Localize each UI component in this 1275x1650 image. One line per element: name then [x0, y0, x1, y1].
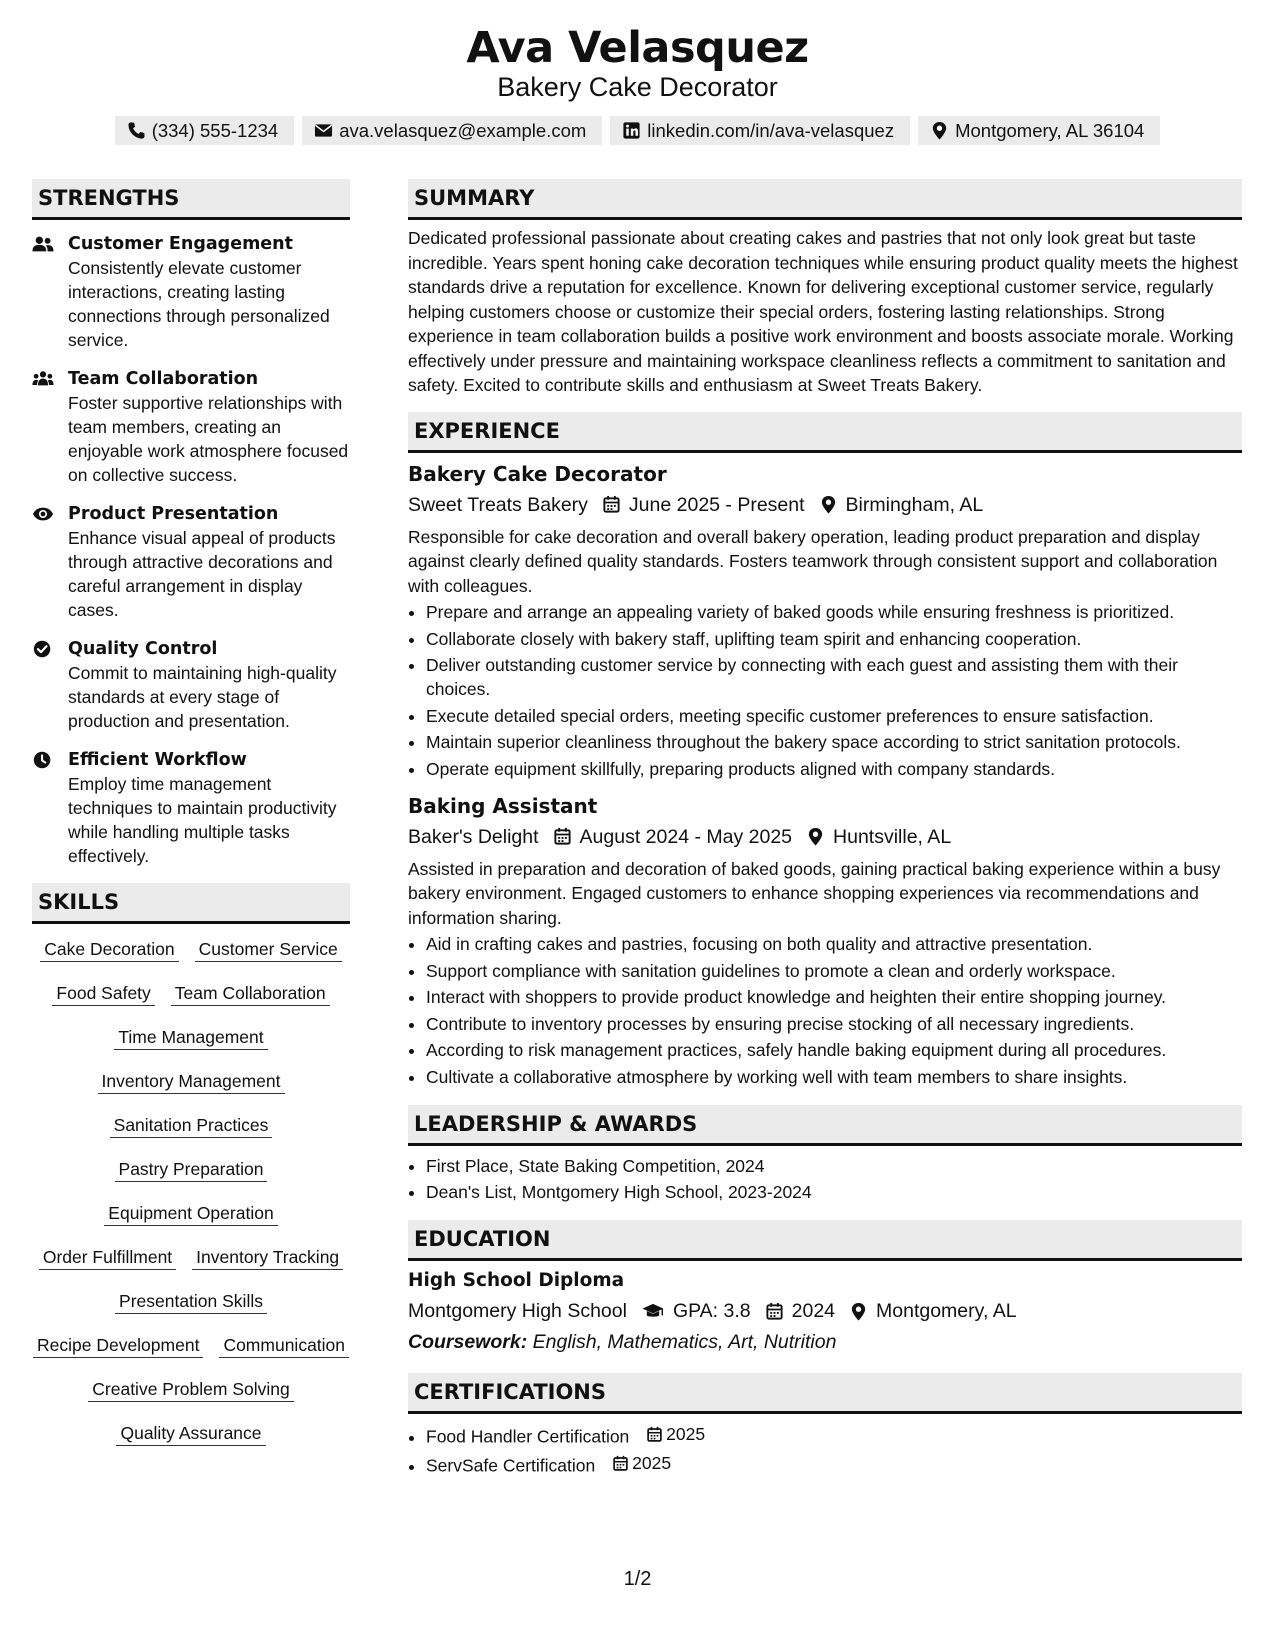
candidate-role: Bakery Cake Decorator — [497, 72, 778, 102]
clock-icon — [32, 750, 54, 770]
list-item: • Collaborate closely with bakery staff, uplifting team spirit and enhancing cooperation. — [426, 627, 1242, 651]
job-description: Responsible for cake decoration and overall bakery operation, leading product preparation and display against clearly defined quality standards. Fosters teamwork through consistent support and collaboration with colleagues. — [408, 526, 1218, 596]
skill-tag: Communication — [219, 1334, 349, 1358]
strength-desc: Foster supportive relationships with team members, creating an enjoyable work atmosphere focused on collective success. — [68, 393, 349, 485]
skills-heading: SKILLS — [32, 883, 350, 924]
email-text: ava.velasquez@example.com — [339, 119, 587, 141]
skill-tag: Presentation Skills — [115, 1290, 267, 1314]
strength-item — [32, 232, 350, 352]
job-title: Baking Assistant — [408, 793, 598, 818]
skill-tag: Order Fulfillment — [39, 1246, 176, 1270]
awards-list — [408, 1154, 1242, 1205]
calendar-icon — [602, 495, 621, 514]
job-location: Birmingham, AL — [845, 493, 984, 516]
coursework-text: English, Mathematics, Art, Nutrition — [532, 1331, 837, 1353]
phone-text: (334) 555-1234 — [151, 119, 279, 141]
education-gpa: GPA: 3.8 — [672, 1300, 751, 1322]
list-item: • Aid in crafting cakes and pastries, focusing on both quality and attractive presentation. — [426, 932, 1242, 956]
strengths-list — [32, 232, 350, 868]
strength-title: Team Collaboration — [68, 369, 259, 389]
coursework-label: Coursework: — [408, 1331, 528, 1353]
certifications-list — [408, 1422, 1242, 1478]
map-pin-icon — [930, 121, 949, 140]
skill-tag: Cake Decoration — [40, 938, 178, 962]
job-entry — [408, 459, 1242, 781]
skill-tag: Equipment Operation — [104, 1202, 277, 1226]
experience-heading: EXPERIENCE — [408, 412, 1242, 453]
list-item: • Execute detailed special orders, meeting specific customer preferences to ensure satisfaction. — [426, 704, 1242, 728]
location-text: Montgomery, AL 36104 — [955, 119, 1145, 141]
list-item — [426, 1451, 1242, 1478]
linkedin-icon — [622, 121, 641, 140]
list-item: • According to risk management practices, safely handle baking equipment during all procedures. — [426, 1038, 1242, 1062]
strength-item — [32, 637, 350, 733]
calendar-icon — [553, 827, 572, 846]
resume-header — [0, 22, 1275, 145]
job-dates: June 2025 - Present — [628, 493, 805, 516]
strength-title: Product Presentation — [68, 504, 279, 524]
skill-tag: Recipe Development — [33, 1334, 203, 1358]
map-pin-icon — [849, 1302, 868, 1321]
linkedin-text: linkedin.com/in/ava-velasquez — [647, 119, 895, 141]
strength-desc: Enhance visual appeal of products through attractive decorations and careful arrangement in display cases. — [68, 528, 336, 620]
calendar-icon — [646, 1426, 663, 1443]
skill-tag: Food Safety — [52, 982, 154, 1006]
skill-tag: Quality Assurance — [116, 1422, 265, 1446]
envelope-icon — [314, 121, 333, 140]
contact-phone[interactable] — [115, 116, 295, 145]
list-item: • Operate equipment skillfully, preparing products aligned with company standards. — [426, 757, 1242, 781]
list-item: • Contribute to inventory processes by ensuring precise stocking of all necessary ingredients. — [426, 1012, 1242, 1036]
map-pin-icon — [806, 827, 825, 846]
contact-location[interactable] — [918, 116, 1160, 145]
contact-linkedin[interactable] — [610, 116, 910, 145]
check-circle-icon — [32, 639, 54, 659]
contact-bar — [0, 116, 1275, 145]
group-icon — [32, 369, 54, 389]
job-dates: August 2024 - May 2025 — [579, 825, 793, 848]
skill-tag: Customer Service — [195, 938, 342, 962]
summary-heading: SUMMARY — [408, 179, 1242, 220]
cert-year: 2025 — [666, 1424, 706, 1444]
list-item: • Maintain superior cleanliness throughout the bakery space according to strict sanitation protocols. — [426, 730, 1242, 754]
job-description: Assisted in preparation and decoration of baked goods, gaining practical baking experience within a busy bakery environment. Engaged customers to enhance shopping experiences via recommendations and information sharing. — [408, 858, 1221, 928]
education-meta — [408, 1296, 1242, 1326]
job-entry — [408, 791, 1242, 1089]
cert-year: 2025 — [632, 1453, 672, 1473]
list-item: • Prepare and arrange an appealing variety of baked goods while ensuring freshness is prioritized. — [426, 600, 1242, 624]
skill-tag: Inventory Management — [98, 1070, 285, 1094]
job-title: Bakery Cake Decorator — [408, 461, 667, 486]
education-school: Montgomery High School — [408, 1300, 627, 1322]
job-location: Huntsville, AL — [833, 825, 952, 848]
strength-item — [32, 748, 350, 868]
strength-title: Customer Engagement — [68, 234, 294, 254]
education-degree: High School Diploma — [408, 1270, 625, 1291]
strength-desc: Consistently elevate customer interactions, creating lasting connections through personalized service. — [68, 258, 330, 350]
strength-desc: Commit to maintaining high-quality standards at every stage of production and presentation. — [68, 663, 337, 731]
list-item: • Interact with shoppers to provide product knowledge and heighten their entire shopping journey. — [426, 985, 1242, 1009]
skill-tag: Pastry Preparation — [115, 1158, 268, 1182]
job-bullets — [408, 600, 1242, 781]
cert-name: ServSafe Certification — [426, 1455, 596, 1476]
list-item: • First Place, State Baking Competition, 2024 — [426, 1154, 1242, 1178]
cert-name: Food Handler Certification — [426, 1426, 630, 1447]
job-company: Baker's Delight — [408, 825, 539, 848]
skill-tag: Inventory Tracking — [192, 1246, 343, 1270]
skill-tag: Creative Problem Solving — [88, 1378, 293, 1402]
skill-tag: Team Collaboration — [171, 982, 330, 1006]
strength-item — [32, 502, 350, 622]
skill-tag: Sanitation Practices — [110, 1114, 273, 1138]
contact-email[interactable] — [302, 116, 602, 145]
strength-item — [32, 367, 350, 487]
list-item — [426, 1422, 1242, 1449]
phone-icon — [127, 121, 146, 140]
list-item: • Support compliance with sanitation guidelines to promote a clean and orderly workspace. — [426, 959, 1242, 983]
strengths-heading: STRENGTHS — [32, 179, 350, 220]
list-item: • Cultivate a collaborative atmosphere by working well with team members to share insights. — [426, 1065, 1242, 1089]
job-meta — [408, 490, 1242, 520]
job-company: Sweet Treats Bakery — [408, 493, 588, 516]
education-location: Montgomery, AL — [876, 1300, 1017, 1322]
skills-list — [32, 938, 350, 1446]
right-column — [408, 179, 1242, 1480]
certifications-heading: CERTIFICATIONS — [408, 1373, 1242, 1414]
summary-text: Dedicated professional passionate about creating cakes and pastries that not only look great but taste incredible. Years spent honing cake decoration techniques while ensuring product quality meets the highest standards drive a reputation for excellence. Known for delivering exceptional customer service, regularly helping customers choose or customize their special orders, fostering lasting relationships. Strong experience in team collaboration builds a positive work environment and boosts associate morale. Working effectively under pressure and maintaining workspace cleanliness reflects a commitment to sanitation and safety. Excited to contribute skills and enthusiasm at Sweet Treats Bakery. — [408, 228, 1238, 395]
strength-title: Efficient Workflow — [68, 750, 247, 770]
education-year: 2024 — [791, 1300, 836, 1322]
list-item: • Deliver outstanding customer service by connecting with each guest and assisting them with their choices. — [426, 653, 1242, 701]
map-pin-icon — [819, 495, 838, 514]
skill-tag: Time Management — [114, 1026, 267, 1050]
strength-title: Quality Control — [68, 639, 218, 659]
left-column — [32, 179, 350, 1446]
calendar-icon — [612, 1455, 629, 1472]
users-icon — [32, 234, 54, 254]
list-item: • Dean's List, Montgomery High School, 2023-2024 — [426, 1180, 1242, 1204]
graduation-cap-icon — [641, 1302, 665, 1321]
candidate-name: Ava Velasquez — [466, 23, 809, 73]
education-coursework — [408, 1327, 1242, 1357]
strength-desc: Employ time management techniques to maintain productivity while handling multiple tasks effectively. — [68, 774, 337, 866]
calendar-icon — [765, 1302, 784, 1321]
awards-heading: LEADERSHIP & AWARDS — [408, 1105, 1242, 1146]
eye-icon — [32, 504, 54, 524]
education-heading: EDUCATION — [408, 1220, 1242, 1261]
job-meta — [408, 822, 1242, 852]
job-bullets — [408, 932, 1242, 1089]
page-number: 1/2 — [623, 1568, 652, 1590]
